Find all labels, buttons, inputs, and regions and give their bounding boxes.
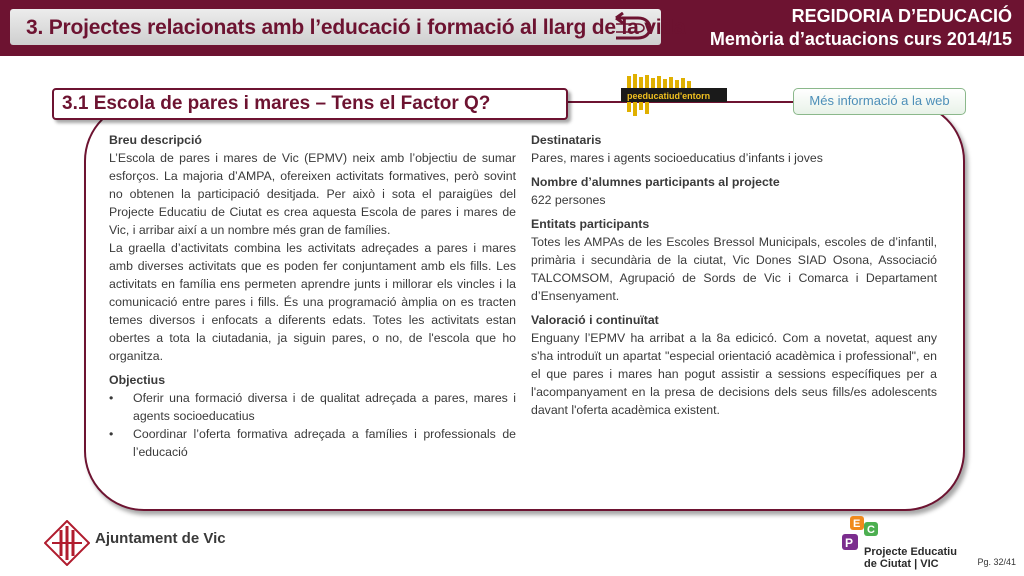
pe-educatiu-logo	[617, 74, 729, 120]
header-title-box	[10, 9, 686, 45]
description-paragraph-2: La graella d’activitats combina les activitats adreçades a pares i mares amb diverses activitats que es poden fer conjuntament amb els fills. Les activitats en família ens permeten aprendre junts i millorar els vincles i la comunicació entre pares i fills. És una programació àmplia on es tracten temes diversos i enfocats a diferents edats. Totes les activitats estan obertes a tota la ciutadania, ja siguin pares, o no, de l'escola que ho organitza.	[109, 241, 516, 363]
header-right	[710, 5, 1012, 51]
ajuntament-shield-icon	[44, 520, 90, 566]
entities-heading: Entitats participants	[531, 217, 650, 231]
section-title-box	[52, 88, 568, 120]
recipients-heading: Destinataris	[531, 133, 602, 147]
pec-label-line1: Projecte Educatiu	[864, 546, 957, 558]
page-title: 3. Projectes relacionats amb l’educació i formació al llarg de la vida	[26, 16, 686, 39]
pec-letter-c: C	[867, 524, 875, 536]
back-arrow-icon[interactable]	[608, 12, 654, 42]
recipients-text: Pares, mares i agents socioeducatius d’infants i joves	[531, 151, 823, 165]
ajuntament-label: Ajuntament de Vic	[95, 530, 226, 547]
page-number: Pg. 32/41	[977, 557, 1016, 567]
participants-text: 622 persones	[531, 193, 606, 207]
regidoria-label: REGIDORIA D’EDUCACIÓ	[791, 6, 1012, 26]
section-title: 3.1 Escola de pares i mares – Tens el Factor Q?	[62, 93, 491, 114]
list-item: • Coordinar l’oferta formativa adreçada a famílies i professionals de l’educació	[109, 425, 516, 461]
pec-letter-p: P	[845, 536, 854, 550]
assessment-heading: Valoració i continuïtat	[531, 313, 659, 327]
pe-logo-text: peeducatiud'entorn	[627, 91, 711, 101]
right-column	[531, 131, 937, 419]
header-bar	[0, 0, 1024, 56]
objectives-list	[109, 389, 516, 461]
pec-letter-e: E	[853, 518, 861, 530]
assessment-text: Enguany l’EPMV ha arribat a la 8a edicicó. Com a novetat, aquest any s'ha introduït un apartat "especial orientació acadèmica i professional", en el que pares i mares han pogut assistir a sessions específiques per a l'acompanyament en la presa de decisions dels seus fills/es adolescents davant l'oferta acadèmica existent.	[531, 331, 937, 417]
list-item: • Oferir una formació diversa i de qualitat adreçada a pares, mares i agents socioeducatius	[109, 389, 516, 425]
participants-heading: Nombre d’alumnes participants al projecte	[531, 175, 780, 189]
more-info-button[interactable]: Més informació a la web	[793, 88, 966, 115]
memoria-label: Memòria d’actuacions curs 2014/15	[709, 29, 1012, 49]
description-heading: Breu descripció	[109, 133, 202, 147]
pec-label	[864, 546, 957, 570]
objectives-heading: Objectius	[109, 373, 166, 387]
pec-label-line2: de Ciutat | VIC	[864, 558, 939, 570]
description-paragraph-1: L’Escola de pares i mares de Vic (EPMV) neix amb l’objectiu de sumar esforços. La majoria d’AMPA, ofereixen activitats formatives, però sovint no obtenen la participació desitjada. Per això i sota el paraigües del Projecte Educatiu de Ciutat es crea aquesta Escola de pares i mares de Vic, i arribar així a un nombre més gran de famílies.	[109, 151, 516, 237]
entities-text: Totes les AMPAs de les Escoles Bressol Municipals, escoles de d’infantil, primària i secundària de la ciutat, Vic Dones SIAD Osona, Associació TALCOMSOM, Agrupació de Sords de Vic i Comarca i Departament d’Ensenyament.	[531, 235, 937, 303]
left-column	[109, 131, 516, 461]
